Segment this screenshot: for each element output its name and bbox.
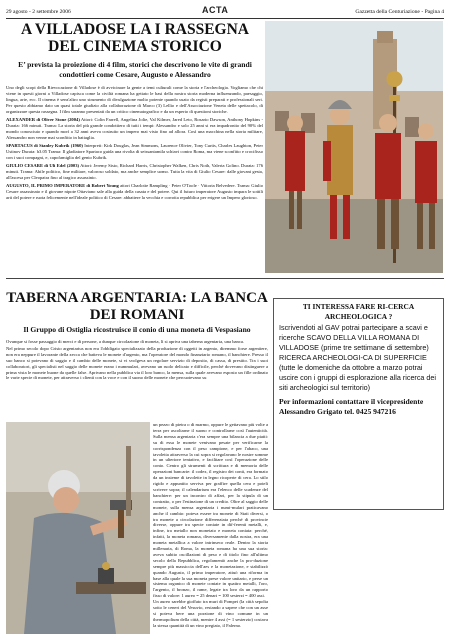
- film-entry: [6, 143, 263, 161]
- box-title: TI INTERESSA FARE RI-CERCA ARCHEOLOGICA ?: [302, 302, 415, 321]
- film-entry: [6, 163, 263, 181]
- article1-title: A VILLADOSE LA I RASSEGNA DEL CINEMA STORICO: [21, 21, 249, 55]
- page-header: [6, 4, 444, 19]
- box-body: Iscrivendoti al GAV potrai partecipare a scavi e ricerche SCAVO DELLA VILLA ROMANA DI VILLADOSE (prime tre settimane di settembre) RICERCA ARCHEOLOGI-CA DI SUPERFICIE (tutte le domeniche da ottobre a marzo potrai uscire con i gruppi di esplorazione alla ricerca dei siti archeologici sul territorio): [279, 323, 437, 393]
- film-text: attori Charlotte Rampling · Peter O'Toole · Vittoria Belvedere. Trama: Giulio Cesare assassinato e il giovane nipote Ottaviano sale alla guida della casata e del potere. Qui il futuro imperatore Augusto impara le sottili arti del potere e ruota felicemente nell'ideale politico di Cesare: abbattere la vecchia e corrotta repubblica per erigere un Impero glorioso.: [6, 183, 263, 200]
- film-text: Attori: Jeremy Sisto, Richard Harris, Christopher Walken, Chris Noth, Valeria Golino. Durata: 176 minuti. Trama: Abile politico, fine militare, valoroso soldato, ma anche semplice uomo. Tutta la vita di Giulio Cesare: dalle giovani gesta, all'ascesa per Cleopatra fino al tragico assassinio.: [6, 163, 263, 180]
- film-year: (2004): [67, 116, 80, 122]
- film-title: AUGUSTO, IL PRIMO IMPERATORE di Robert Young: [6, 183, 119, 189]
- archaeology-info-box: [273, 298, 444, 510]
- article2-body-bottom: [153, 422, 268, 634]
- article1-subtitle: E’ prevista la proiezione di 4 film, storici che descrivono le vite di grandi condottieri come Cesare, Augusto e Alessandro: [18, 60, 252, 79]
- box-contact: Per informazioni contattare il vicepresidente Alessandro Grigato tel. 0425 947216: [279, 397, 424, 417]
- roman-reenactors-photo: [265, 21, 443, 273]
- film-title: ALEXANDER di Oliver Stone: [6, 116, 67, 122]
- article2-body-top: [6, 339, 268, 421]
- article1-intro: Uno degli scopi della Rievocazione di Villadose è di avvicinare la gente a temi culturali come la storia e l'archeologia. Vogliamo che chi viene in questi giorni a Villadose capisca come la civiltà romana ha gettato le basi della nostra storia moderna influenzando, paesaggio, lingua, arte, ecc. Il cinema è senz'altro uno strumento di divulgazione molto potente quando usato da registi preparati e professionali seri. Per questo abbiamo dato un quasi totale giudizio alla collaborazione di Marco (3) Lellio e dell'Associazione Veneta delle spettacolo, di organizzare questa rassegna. I film saranno presentati da un critico cinematografico e da un esperto di questioni storiche.: [6, 85, 263, 114]
- film-title: SPARTACUS di Stanley Kubrik: [6, 142, 70, 148]
- film-title: GIULIO CESARE di Uli Edel: [6, 163, 66, 169]
- article2-paragraph: Ovunque si fosse passaggio di merci e di persone, a dunque circolazione di moneta, lì si apriva una taberna argentaria, una banca.: [6, 339, 245, 344]
- article2-title: TABERNA ARGENTARIA: LA BANCA DEI ROMANI: [6, 290, 268, 323]
- film-text: Interpreti: Kirk Douglas, Jean Simmons, Laurence Olivier, Tony Curtis, Charles Laughton, Peter Ustinov Durata: h3.05 Trama: Il gladiatore Spartaco guida una rivolta di seissantamila schiavi contro Roma, ma viene sconfitto e crocifisso con i suoi compagni, e, capofamiglia del genio Kubrik.: [6, 142, 263, 160]
- gazette-page: Gazzetta della Centuriazione - Pagina 4: [355, 9, 444, 15]
- article1-body: [6, 85, 263, 273]
- article2-paragraph: Un aureo sarebbe gioffato tra muri di Pompei (la città sepolta sotto le ceneri del Vesuvio, restando a sapere che con un asse si poteva bere una porzione di vino comune in un thermopolium della città, mentre 4 assi (= 1 sesterzio) costava la stessa quantità di un vino pregiato, il Falerno.: [153, 599, 268, 628]
- issue-date: 29 agosto - 2 settembre 2006: [6, 9, 71, 15]
- article2-subtitle: Il Gruppo di Ostiglia ricostruisce il conio di una moneta di Vespasiano: [23, 325, 251, 334]
- newspaper-logo: ACTA: [202, 5, 229, 15]
- film-year: (2003): [66, 163, 80, 169]
- film-entry: [6, 117, 263, 141]
- coin-minting-photo: [6, 422, 150, 634]
- article2-paragraph: Nel primo secolo dopo Cristo argentarius non era l'obbligato specializzato della produzione di oggetti in argento, diremmo forse argentiere, non era neppure il lavorante della zecca che batteva le monete d'argento, ma l'operatore del mondo finanziario romano, il banchiere. Presso il suo banco si potevano di saggio e il cambio delle monete, si vi svolgeva un regolare servizio di deposito, di cassa, di prestito. Tra i suoi collaboratori, gli specialisti nel saggio delle monete erano i nummulari, avevano un ruolo delicato e difficile, perché dovevano distinguere a prima vista le monete buone da quelle false. Aprivano nella pubblica via il loro banco, la mensa, sulla quale avevano esposto un fille ordinato le varie specie di monete, per attraverso i clienti con la voce e con il suono delle monete che percuotevano su: [6, 345, 268, 381]
- film-entry: [6, 183, 263, 201]
- article2-paragraph: un pezzo di pietra o di marmo, oppure le gettavano più volte a terra per ascoltarne il suono e controllarne così l'autenticità. Sulla mensa argentaria c'era sempre una bilancia a due piatti: su di essa le monete venivano pesate per verificarne la corrispondenza con il peso campione, e per l'abaco, una tavoletta attraverso la cui sopra si regolavano le nostre somme in un ulteriore tentativo, e facilitare così l'operazione delle conto. Centro gli strumenti di scrittura e di memoria delle operazioni bancarie: il codex, il registro dei conti, era formato da un insieme di tavolette in legno ricoperte di cera. Lo stilo rigido e appuntito serviva per graffire quella cera e poteli scrivere sopra; il calendarium era l'elenco delle scadenze del banchiere: per un incontro di affari, per la stipula di un contratto, o per l'estinzione di un credito. Oltre al saggio delle monete, sulla mensa argentaria i numi-mulari praticavano anche il cambio: poteva essere tra monete di Stati diversi, o tra monete a circolazione differenziata perché di provincie diverse, oppure tra specie coniate in dif-ferenti metalli, e, infine, tra metallo non monetato e moneta coniata: perché, infatti, la moneta romana, diversamente dalla nostra, era una moneta metallica a valore intrinseco reale. Dentro la storia millenaria, di Roma, la moneta romana ha una sua storia: aveva subito oscillazioni di peso e di titolo fino all'ultimo secolo della Repubblica, regolamentò anche la pro-duzione sempre più massiccia dell'aes e la monetazione, e stabilizzò quando Augusto, il primo imperatore, attuò una riforma in base alla quale la sua moneta prese valore unitario, e perse un sistema organico di monete coniate in quattro metalli, l'oro, l'argento, il bronzo, il rame, legate tra loro da un rapporto fisso di valore: 1 aureo = 25 denari = 100 sesterzi = 400 assi.: [153, 422, 268, 599]
- film-text: Attori: Colin Farrell, Angelina Jolie, Val Kilmer, Jared Leto, Rosario Dawson, Anthony Hopkins - Durata: 166 minuti. Trama: La storia del più grande condottiero di tutti i tempi: Alessandro e solo 25 anni si era impadronito del 90% del mondo conosciuto e quando morì a 32 anni aveva costruito un impero mai visto fino ad allora. Così una macchina nella storia militare, Alessandro non venne mai sconfitto in battaglia.: [6, 116, 263, 140]
- section-divider: [6, 278, 444, 279]
- film-year: (1960): [70, 142, 83, 148]
